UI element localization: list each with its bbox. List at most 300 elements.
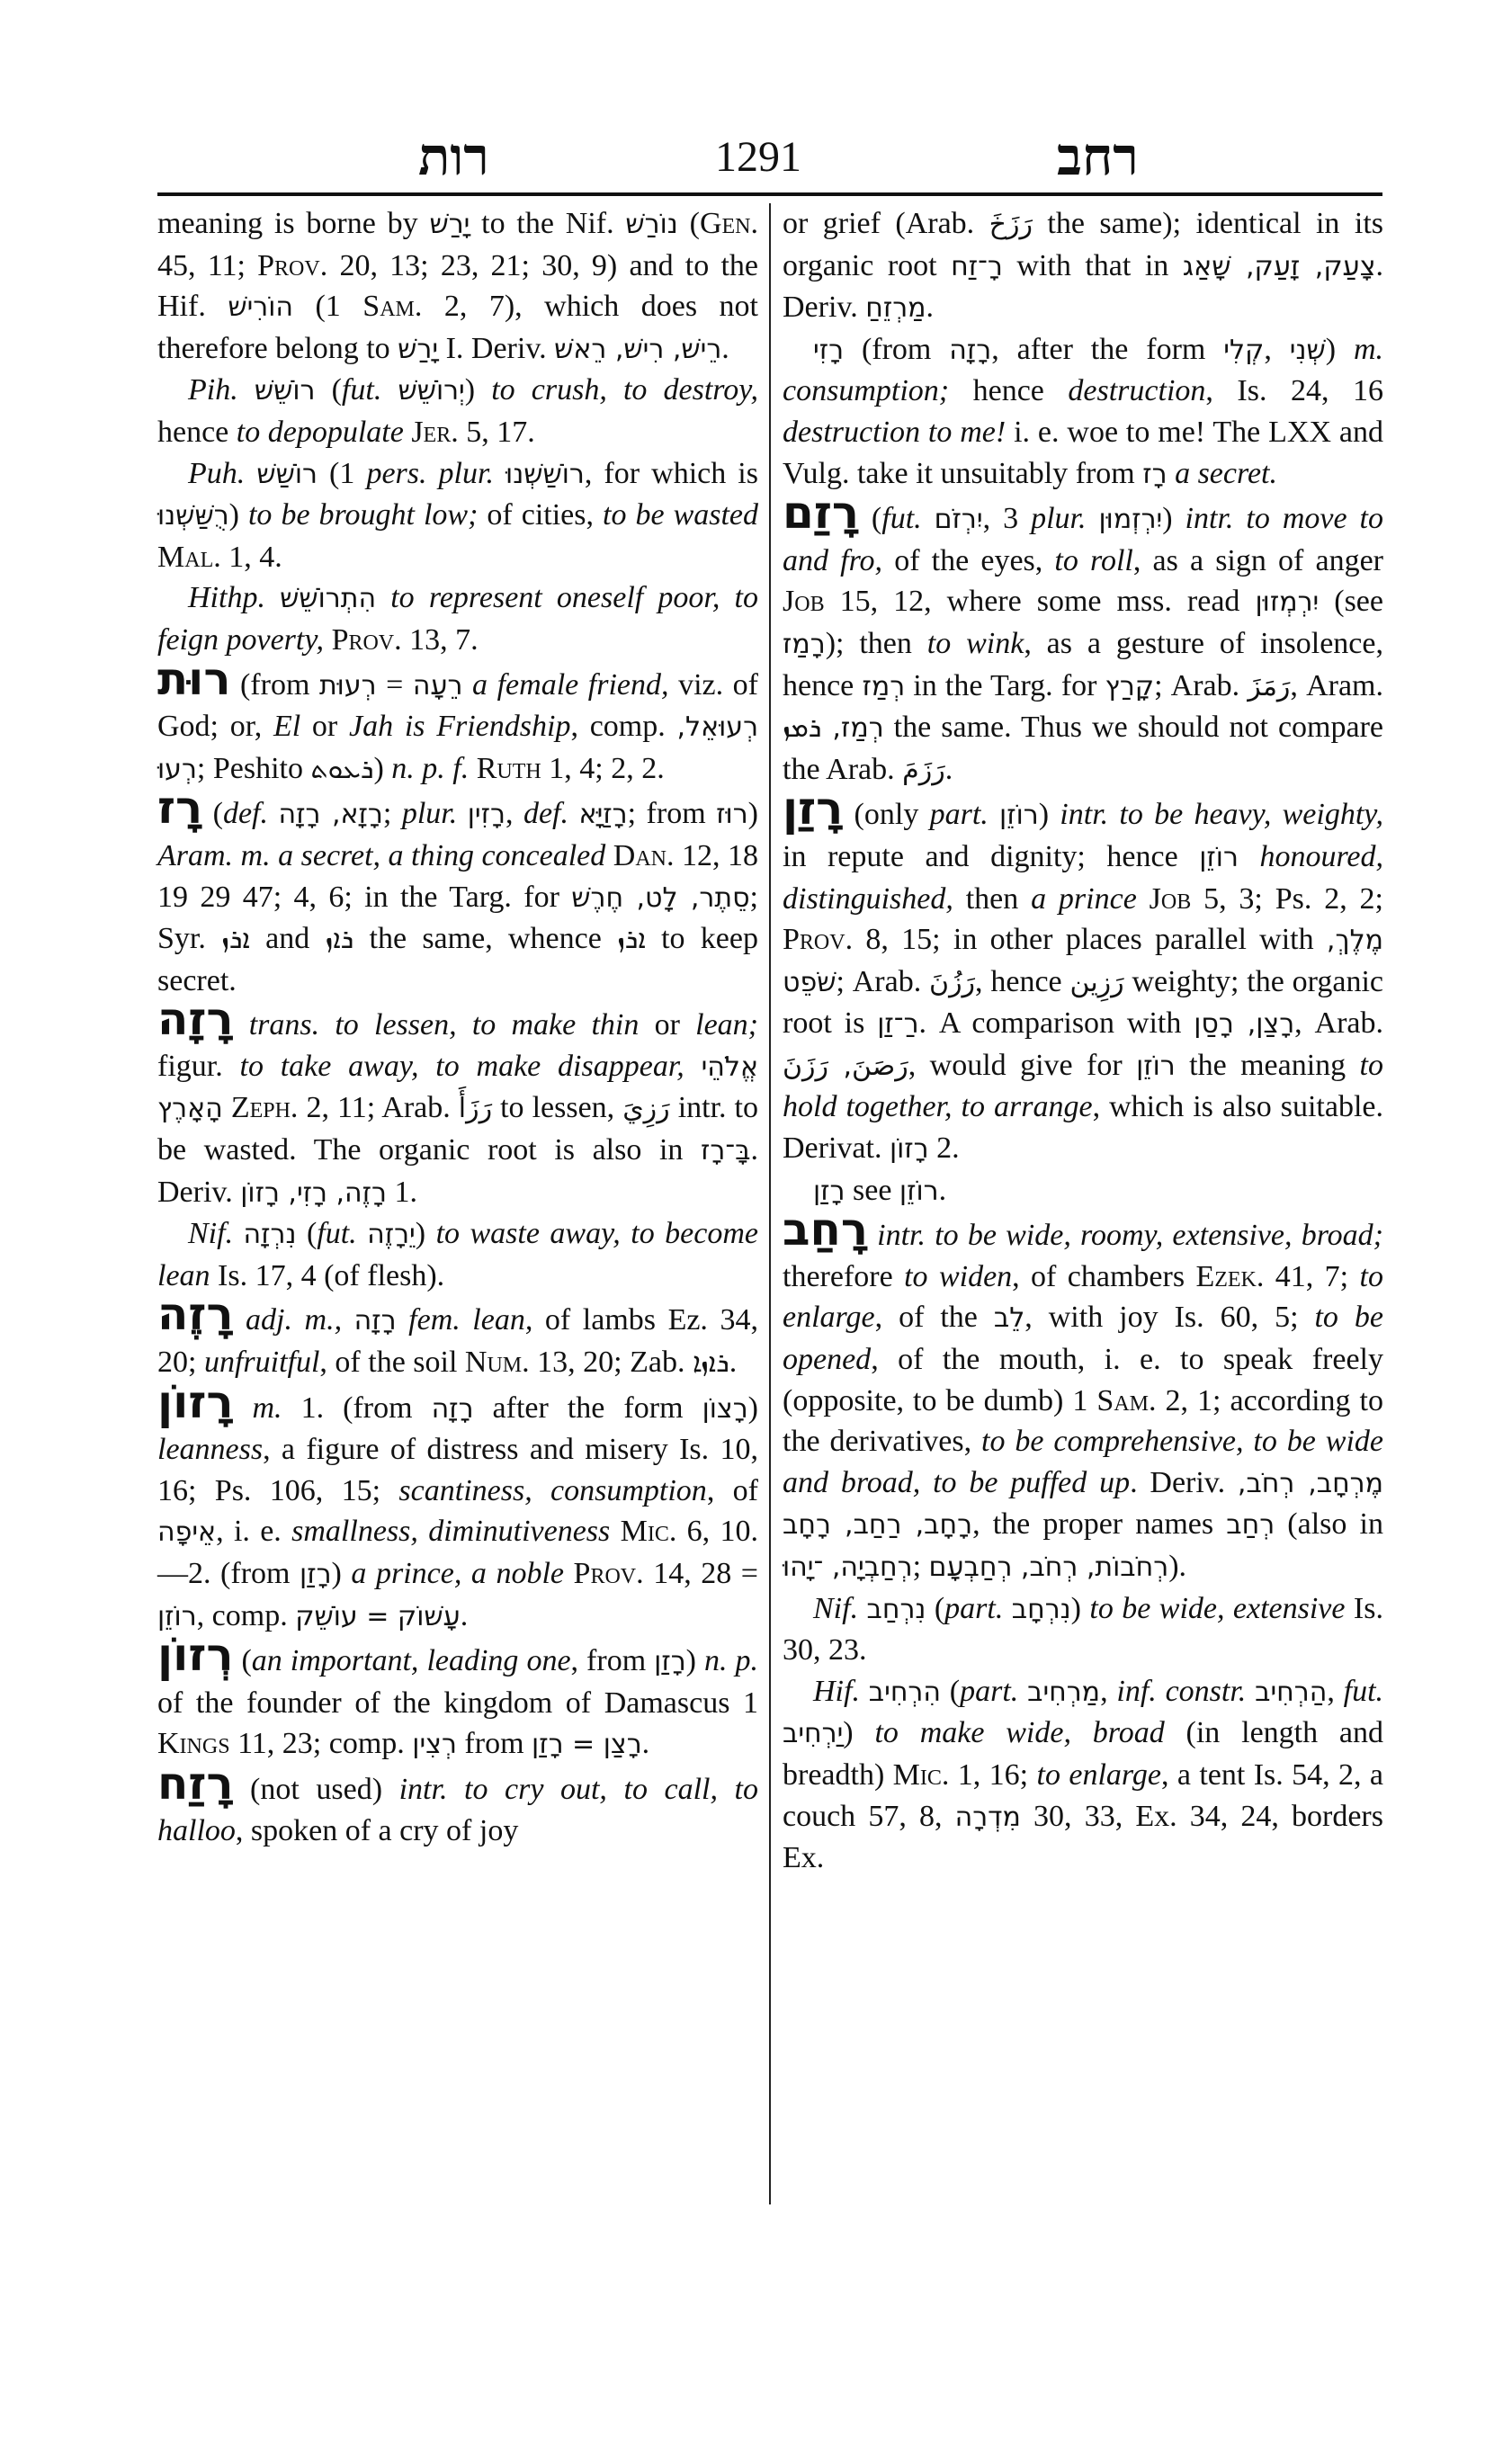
dictionary-entry (783, 782, 1384, 1169)
text: in the Targ. for (905, 668, 1105, 702)
header-rule (157, 192, 1382, 196)
text: (not used) (233, 1772, 399, 1806)
hebrew-word: נִרְזָה (243, 1219, 297, 1251)
text: in repute and dignity; hence (783, 839, 1200, 873)
italic-text: part. (929, 798, 1000, 832)
arabic-word: رَزَمَ (902, 754, 945, 786)
hebrew-word: רוֹזֵן (157, 1600, 197, 1632)
hebrew-word: רָזָה (353, 1305, 397, 1337)
hebrew-word: מֶרְחָב, רְחֹב, רָחָב, רַחַב, רָחָב (783, 1467, 1383, 1542)
dictionary-entry (783, 1588, 1383, 1671)
hebrew-word: אֵיפָה (157, 1516, 217, 1549)
text: (1 (292, 290, 363, 324)
text: then (953, 881, 1032, 916)
italic-text: plur. (401, 797, 468, 831)
hebrew-word: רוּז (716, 799, 748, 831)
italic-text: m. consumption; (783, 332, 1384, 408)
text: intr. to be wasted. The organic root is also in (157, 1091, 758, 1167)
small-caps-ref: Ruth (476, 751, 541, 785)
text: , comp. (570, 710, 677, 744)
italic-text: fut. (1343, 1674, 1384, 1708)
italic-text: to take away, to make disappear, (239, 1049, 684, 1083)
small-caps-ref: Kings (157, 1727, 230, 1761)
hebrew-word: רְחֹבוֹת, רְחֹב, רְחַבְעָם (928, 1551, 1169, 1583)
text: to lessen, (492, 1091, 623, 1125)
italic-text: trans. to lessen, to make thin (233, 1008, 640, 1042)
text (324, 623, 332, 657)
text: ( (940, 1674, 961, 1708)
text: ) (843, 1716, 875, 1750)
entry-headword: רָזָה (157, 993, 234, 1046)
text: 15, 12, where some mss. read (824, 585, 1256, 619)
text: . 1, 16; (941, 1757, 1037, 1792)
hebrew-word: קְלִי (1223, 334, 1265, 366)
text: Is. 17, 4 (of flesh). (210, 1258, 445, 1292)
text: , after the form (991, 332, 1224, 366)
text: with that in (1002, 248, 1183, 282)
hebrew-word: רָזַן (654, 1646, 686, 1678)
hebrew-word: רָזֶה, רָזִי, רָזוֹן (240, 1176, 387, 1209)
hebrew-word: קָרַץ (1105, 670, 1155, 702)
dictionary-entry (157, 370, 758, 452)
text: . (460, 1598, 469, 1632)
text: ) (747, 797, 758, 831)
arabic-word: رَزِيَ (622, 1093, 670, 1125)
arabic-word: رَزِين (1069, 966, 1124, 998)
dictionary-entry (157, 1288, 758, 1383)
text: , (1327, 1674, 1344, 1708)
dictionary-entry (783, 1170, 1383, 1212)
text: . A comparison with (918, 1006, 1194, 1041)
text: of lambs Ez. 34, 20; (157, 1303, 758, 1380)
text: 1, 4; 2, 2. (541, 751, 665, 785)
italic-text: destruction to me! (783, 415, 1007, 449)
text: ( (858, 502, 882, 536)
text: I. Deriv. (438, 331, 555, 365)
italic-text: intr. to be heavy, weighty, (1060, 798, 1383, 832)
text: , as a sign of anger (1132, 543, 1383, 577)
text: ( (677, 207, 700, 240)
text: ; from (627, 797, 717, 831)
hebrew-word: רָצַן, רָסַן (1194, 1008, 1295, 1041)
hebrew-word: רוֹשַׁשְׁנוּ (505, 458, 585, 490)
italic-text: to make wide, broad (874, 1716, 1165, 1750)
italic-text: to crush, to destroy, (491, 373, 758, 407)
entry-headword: רָזַם (783, 487, 859, 540)
text: or grief (Arab. (783, 207, 989, 240)
hebrew-word: רָצַן = רָזַן (532, 1729, 642, 1761)
hebrew-word: הַרְחִיב (1255, 1676, 1328, 1708)
dictionary-entry (783, 487, 1384, 791)
text: . 2, 11; Arab. (290, 1091, 459, 1125)
text: ) (228, 498, 248, 532)
header-headword-left: רות (418, 128, 489, 186)
text: ; Arab. (1154, 668, 1248, 702)
dictionary-entry (783, 329, 1383, 495)
italic-text: n. p. f. (391, 751, 477, 785)
hebrew-word: יִרְמְזוּן (1255, 586, 1320, 619)
hebrew-word: רָזָה (949, 334, 992, 366)
arabic-word: رَزَخَ (989, 209, 1033, 240)
entry-headword: רָזֶה (157, 1288, 234, 1341)
text: , (1100, 1674, 1117, 1708)
text: . 5, 17. (451, 415, 535, 449)
hebrew-word: צָעַק, זָעַק, שָׁאַג (1182, 250, 1376, 282)
entry-headword: רָז (157, 782, 203, 835)
text: ). (1168, 1550, 1187, 1583)
hebrew-word: הִרְחִיב (868, 1676, 941, 1708)
text: , a tent Is. 54, 2, a couch 57, 8, (783, 1757, 1384, 1833)
text: after the form (473, 1390, 702, 1425)
italic-text: to be wasted (603, 498, 759, 532)
italic-text: intr. to cry out, to call, to halloo (157, 1772, 758, 1847)
italic-text: Nif. (188, 1217, 244, 1251)
text: see (845, 1173, 899, 1207)
text: . 8, 15; in other places parallel with (845, 923, 1327, 957)
text: or (300, 710, 349, 744)
italic-text: to hold together, to arrange (783, 1048, 1383, 1124)
italic-text: part. (960, 1674, 1028, 1708)
text: , comp. (196, 1598, 296, 1632)
italic-text: to be comprehensive, to be wide and broad, to be puffed up (783, 1425, 1383, 1499)
text: from (456, 1727, 532, 1761)
italic-text: m. (233, 1390, 282, 1425)
text: . 6, 10.—2. (from (157, 1515, 758, 1590)
text: , (505, 797, 523, 831)
text: . (926, 291, 935, 325)
small-caps-ref: Num (464, 1346, 523, 1380)
text: (only (843, 798, 930, 832)
arabic-word: رَزُنَ (929, 966, 976, 998)
italic-text: intr. to move to and fro, (783, 502, 1383, 577)
dictionary-entry (157, 1757, 758, 1851)
hebrew-word: רוֹשַׁשׁ (256, 458, 318, 490)
text: therefore (783, 1259, 905, 1293)
hebrew-word: רְעוּת (318, 669, 377, 702)
arabic-word: رَمَزَ (1248, 670, 1291, 702)
hebrew-word: רָזָה (431, 1392, 474, 1425)
text: figur. (157, 1049, 240, 1083)
hebrew-word: רָמַז (783, 628, 826, 660)
hebrew-word: נִרְחָב (1011, 1593, 1071, 1625)
text: . 2, 7), which does not therefore belong to (157, 290, 758, 365)
text: . (641, 1727, 650, 1761)
text: , the proper names (972, 1507, 1227, 1542)
italic-text: def. (523, 797, 579, 831)
text: ; Peshito (196, 751, 311, 785)
column-divider (769, 203, 771, 2204)
italic-text: fem. lean, (396, 1303, 533, 1337)
italic-text: a secret. (1167, 456, 1277, 490)
text: ) (464, 373, 492, 407)
small-caps-ref: Prov (573, 1557, 637, 1590)
text: ) (1070, 1591, 1090, 1625)
text: , (1264, 332, 1290, 366)
text: i. e. woe to me! The LXX and Vulg. take it unsuitably from (783, 415, 1383, 490)
italic-text: def. (222, 797, 279, 831)
text: , as a gesture of insolence, hence (783, 626, 1383, 702)
small-caps-ref: Mal (157, 540, 214, 574)
running-header (157, 126, 1381, 189)
hebrew-word: יַרְחִיב (783, 1718, 844, 1750)
text: , of the mouth, i. e. to speak freely (opposite, to be dumb) 1 (783, 1343, 1383, 1417)
text: hence (157, 415, 237, 449)
text: . 14, 28 = (636, 1557, 758, 1590)
right-column (783, 203, 1383, 1879)
hebrew-word: סֵתֶר, לָט, חֶרֶשׁ (571, 881, 750, 914)
italic-text: to represent oneself poor, to feign poverty, (157, 581, 758, 657)
text: . 1, 4. (213, 540, 282, 574)
text: . 13, 20; Zab. (522, 1346, 693, 1380)
text: ; (382, 797, 402, 831)
hebrew-word: רֵעָה (412, 669, 463, 702)
hebrew-word: רֻשַּׁשְׁנוּ (157, 500, 229, 532)
text: 5, 3; Ps. 2, 2; (1191, 881, 1383, 916)
hebrew-word: ܪܐܙܐ (692, 1347, 729, 1380)
hebrew-word: רְעוּאֵל, רְעוּ (157, 711, 759, 785)
hebrew-word: יָרַשׁ (398, 333, 439, 365)
italic-text: Hithp. (188, 581, 281, 615)
text: , from (570, 1644, 655, 1678)
italic-text: honoured, distinguished, (783, 839, 1384, 916)
text: of the founder of the kingdom of Damascus 1 (157, 1685, 758, 1720)
hebrew-word: רָזִי (813, 334, 845, 366)
text: ; Syr. (157, 880, 758, 956)
hebrew-word: יֵרָזֶה (367, 1219, 416, 1251)
italic-text: to enlarge (783, 1259, 1383, 1335)
text: , with joy Is. 60, 5; (1024, 1301, 1315, 1335)
text: . (938, 1173, 947, 1207)
italic-text: an important, leading one (251, 1644, 571, 1678)
text: (also in (1275, 1507, 1383, 1542)
hebrew-word: ܪܐܙ (325, 924, 354, 956)
dictionary-entry (783, 1203, 1384, 1587)
text: ) (1325, 332, 1354, 366)
italic-text: inf. constr. (1116, 1674, 1256, 1708)
text: . (944, 752, 953, 786)
italic-text: to widen (904, 1259, 1013, 1293)
hebrew-word: רְמַז, ܪܡܙ (783, 712, 884, 745)
dictionary-entry (157, 453, 758, 578)
hebrew-word: רוֹזֵן (1136, 1050, 1176, 1082)
text: ; (912, 1550, 929, 1583)
italic-text: lean; (695, 1008, 758, 1042)
text: . (729, 1346, 738, 1380)
hebrew-word: רָזוֹן (889, 1133, 929, 1166)
italic-text: plur. (1031, 502, 1099, 536)
entry-headword: רְזוֹן (157, 1629, 234, 1682)
italic-text: El (273, 710, 301, 744)
italic-text: to wink (926, 626, 1024, 660)
text: ) (1038, 798, 1060, 832)
italic-text: a prince (1031, 881, 1150, 916)
text: . 2, 1; according to the derivatives, (783, 1383, 1384, 1459)
arabic-word: رَزَأَ (458, 1093, 493, 1125)
text: , a figure of distress and misery Is. 10, 16; Ps. 106, 15; (157, 1433, 758, 1507)
text: of the eyes, (882, 543, 1055, 577)
hebrew-word: יָרַשׁ (429, 209, 470, 240)
hebrew-word: עָשׁוֹק = עוֹשֵׁק (295, 1600, 461, 1632)
italic-text: to depopulate (236, 415, 412, 449)
text: . 12, 18 19 29 47; 4, 6; in the Targ. for (157, 838, 759, 914)
text: = (376, 667, 413, 702)
text: ) (747, 1390, 758, 1425)
hebrew-word: רוֹזֵן (999, 800, 1039, 832)
italic-text: Aram. m. a secret, a thing concealed (157, 838, 613, 872)
hebrew-word: רָז (1142, 458, 1168, 490)
italic-text: Pih. (188, 373, 255, 407)
italic-text: to enlarge (1036, 1757, 1161, 1792)
text: . Deriv. (1130, 1465, 1238, 1499)
hebrew-word: רָזַן (813, 1175, 845, 1207)
text: , for which is (584, 456, 758, 490)
text: . 41, 7; (1256, 1259, 1360, 1293)
italic-text: to be wide, extensive (1089, 1591, 1346, 1625)
hebrew-word: נִרְחַב (866, 1593, 926, 1625)
hebrew-word: נוֹרַשׁ (625, 209, 678, 240)
hebrew-word: רְמַז (862, 670, 906, 702)
entry-headword: רָזַן (783, 782, 844, 836)
text: or (639, 1008, 696, 1042)
hebrew-word: יִרְזֹם (934, 504, 983, 536)
text: ( (926, 1591, 945, 1625)
text: . (721, 331, 729, 365)
hebrew-word: יְרוֹשֵׁשׁ (398, 375, 465, 407)
dictionary-entry (157, 993, 758, 1213)
text: ( (296, 1217, 318, 1251)
dictionary-entry (157, 577, 758, 660)
italic-text: Puh. (188, 456, 257, 490)
dictionary-entry (783, 1671, 1383, 1879)
small-caps-ref: Jer (411, 415, 452, 449)
hebrew-word: רֵישׁ, רִישׁ, רֵאשׁ (554, 333, 722, 365)
text (223, 1091, 231, 1124)
italic-text: adj. m., (233, 1303, 354, 1337)
italic-text: pers. plur. (366, 456, 506, 490)
hebrew-word: אֱלֹהֵי הָאָרֶץ (157, 1051, 758, 1125)
italic-text: part. (944, 1591, 1012, 1625)
small-caps-ref: Dan (613, 838, 667, 872)
text: Is. 30, 23. (783, 1591, 1383, 1668)
small-caps-ref: Gen (699, 207, 751, 240)
text: , spoken of a cry of joy (235, 1813, 519, 1847)
text: , of chambers (1012, 1259, 1196, 1293)
italic-text: destruction (1068, 374, 1206, 408)
text: of cities, (478, 498, 604, 532)
text: to the Nif. (470, 207, 626, 240)
small-caps-ref: Prov (331, 622, 395, 657)
dictionary-entry (157, 1213, 758, 1296)
small-caps-ref: Sam (362, 290, 415, 324)
italic-text: to waste away, to become lean (157, 1217, 758, 1292)
small-caps-ref: Sam (1096, 1383, 1150, 1417)
italic-text: fut. (341, 373, 398, 407)
text: . 13, 7. (394, 622, 479, 657)
hebrew-word: ܪܥܘܬ (310, 753, 374, 785)
hebrew-word: מִדְרָה (954, 1801, 1021, 1833)
dictionary-entry (157, 652, 759, 791)
text: (from (844, 332, 950, 366)
italic-text: smallness, diminutiveness (291, 1515, 621, 1549)
hebrew-word: רוֹזֵן (1199, 841, 1239, 873)
hebrew-word: רָזָא, רָזָה (278, 799, 383, 831)
italic-text: to be brought low; (247, 498, 479, 532)
hebrew-word: רְחַב (1226, 1509, 1275, 1542)
small-caps-ref: Job (783, 585, 825, 619)
dictionary-entry (157, 1375, 758, 1638)
text: . Deriv. (783, 248, 1384, 325)
italic-text: a female friend, (462, 667, 669, 702)
hebrew-word: ܐܪܙ (221, 924, 250, 956)
italic-text: fut. (317, 1217, 368, 1251)
text: ; Arab. (836, 964, 930, 998)
text: 11, 23; comp. (229, 1727, 413, 1761)
text: , of the (874, 1301, 994, 1335)
text: , Is. 24, 16 (1205, 374, 1383, 408)
dictionary-entry (783, 203, 1383, 329)
text: the same. Thus we should not compare the Arab. (783, 711, 1384, 786)
italic-text: scantiness, consumption (398, 1473, 707, 1507)
text (684, 1050, 702, 1083)
text: , Arab. (1294, 1006, 1383, 1041)
hebrew-word: רוֹשֵׁשׁ (254, 375, 316, 407)
entry-headword: רוּת (157, 652, 231, 705)
small-caps-ref: Prov (783, 923, 845, 957)
hebrew-word: רָ־זַח (951, 250, 1003, 282)
text: , of (706, 1473, 758, 1507)
hebrew-word: רוֹזֵן (899, 1175, 939, 1207)
entry-headword: רָחַב (783, 1203, 868, 1256)
text: meaning is borne by (157, 207, 430, 240)
italic-text: fut. (881, 502, 935, 536)
italic-text: a prince, a noble (351, 1557, 574, 1590)
text: and (249, 922, 326, 956)
italic-text: Hif. (813, 1674, 869, 1708)
hebrew-word: רָזַן (300, 1559, 332, 1590)
text: , i. e. (216, 1515, 292, 1549)
hebrew-word: מַרְזֵחַ (865, 292, 926, 325)
hebrew-word: רָצוֹן (702, 1392, 748, 1425)
text: ); then (825, 626, 927, 660)
text: to keep secret. (157, 922, 758, 997)
italic-text: unfruitful (203, 1346, 320, 1380)
text: . Deriv. (157, 1133, 758, 1209)
text: , 3 (982, 502, 1032, 536)
italic-text: Jah is Friendship (348, 710, 571, 744)
left-column (157, 203, 758, 1851)
italic-text: n. p. (704, 1644, 759, 1678)
hebrew-word: הִתְרוֹשֵׁשׁ (280, 583, 377, 615)
entry-headword: רָזוֹן (157, 1375, 234, 1428)
hebrew-word: רָזַיָּא (578, 799, 628, 831)
italic-text: to roll (1054, 543, 1133, 577)
text: hence (949, 374, 1069, 408)
italic-text: Nif. (813, 1591, 867, 1625)
page-number: 1291 (715, 133, 801, 181)
text: ( (233, 1644, 252, 1678)
hebrew-word: ܐܪܙ (617, 924, 646, 956)
text: weighty; the organic root is (783, 964, 1383, 1041)
text: ) (331, 1557, 352, 1590)
dictionary-entry (157, 203, 758, 370)
hebrew-word: הוֹרִישׁ (228, 291, 293, 324)
text: the same, whence (353, 922, 618, 956)
arabic-word: رَصَنَ, رَزَنَ (783, 1050, 908, 1082)
hebrew-word: רַ־זַן (877, 1008, 919, 1041)
text: ) (373, 751, 392, 785)
small-caps-ref: Mic (892, 1757, 942, 1792)
text: viz. of God; or, (157, 667, 758, 744)
